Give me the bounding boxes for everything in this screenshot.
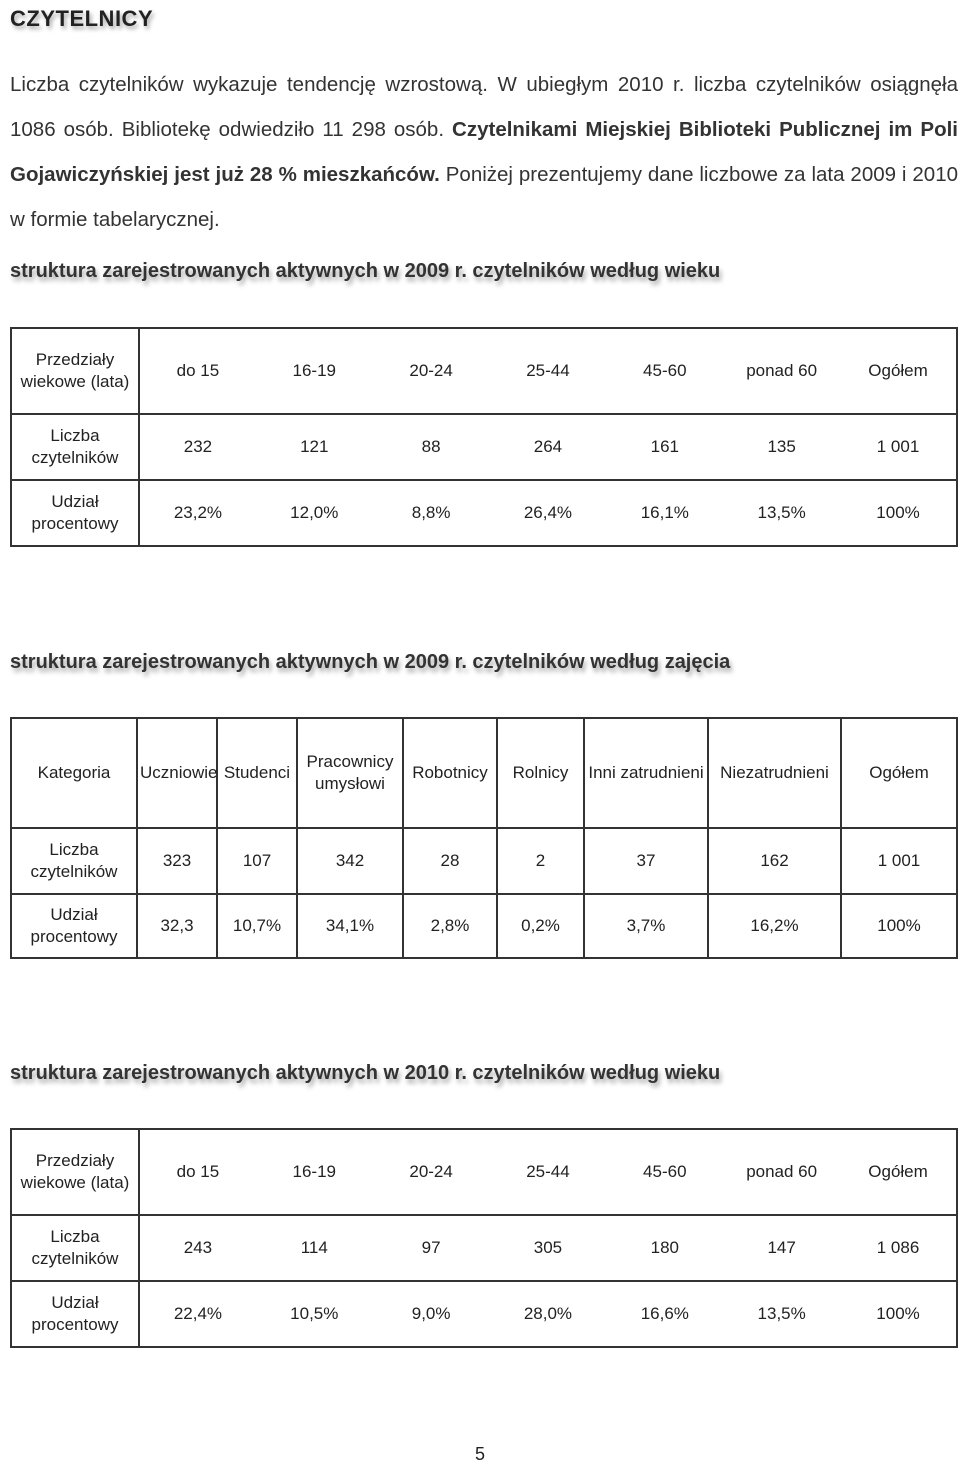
table-cell: 1 086 [840,1215,957,1281]
table-cell: 2,8% [403,894,497,958]
page-number: 5 [474,1444,485,1464]
column-header: 20-24 [373,1129,490,1215]
row-label-percent: Udział procentowy [11,894,137,958]
table-cell: 100% [840,1281,957,1347]
table-cell: 26,4% [490,480,607,546]
column-header: Inni zatrudnieni [584,718,708,828]
row-label-age-range: Przedziały wiekowe (lata) [11,328,139,414]
table-cell: 34,1% [297,894,403,958]
table-cell: 10,7% [217,894,297,958]
column-header: do 15 [139,328,256,414]
age-2010-title: struktura zarejestrowanych aktywnych w 2010 r. czytelników według wieku [10,1062,721,1084]
table-cell: 1 001 [841,828,957,894]
table-row [11,480,957,546]
table-row [11,1281,957,1347]
column-header: Ogółem [840,1129,957,1215]
column-header: Niezatrudnieni [708,718,841,828]
table-cell: 22,4% [139,1281,256,1347]
table-row [11,414,957,480]
table-cell: 28,0% [490,1281,607,1347]
column-header: 16-19 [256,328,373,414]
occupation-2009-title: struktura zarejestrowanych aktywnych w 2009 r. czytelników według zajęcia [10,651,731,673]
table-cell: 121 [256,414,373,480]
table-cell: 9,0% [373,1281,490,1347]
table-cell: 243 [139,1215,256,1281]
table-row [11,1215,957,1281]
table-cell: 100% [840,480,957,546]
table-cell: 32,3 [137,894,217,958]
column-header: Pracownicy umysłowi [297,718,403,828]
column-header: Studenci [217,718,297,828]
table-cell: 16,6% [606,1281,723,1347]
column-header: ponad 60 [723,1129,840,1215]
table-cell: 107 [217,828,297,894]
table-cell: 3,7% [584,894,708,958]
table-cell: 16,2% [708,894,841,958]
table-cell: 264 [490,414,607,480]
table-cell: 342 [297,828,403,894]
table-cell: 16,1% [606,480,723,546]
table-cell: 13,5% [723,1281,840,1347]
table-cell: 232 [139,414,256,480]
column-header: Ogółem [840,328,957,414]
column-header: Robotnicy [403,718,497,828]
row-label-percent: Udział procentowy [11,480,139,546]
age-2009-title: struktura zarejestrowanych aktywnych w 2009 r. czytelników według wieku [10,260,721,282]
table-header-row [11,718,957,828]
table-cell: 23,2% [139,480,256,546]
page-heading: CZYTELNICY [10,6,154,31]
intro-text-2: Poniżej prezentujemy dane liczbowe za lata 2009 i 2010 w formie tabelarycznej. [10,163,958,231]
intro-bold-text: Czytelnikami Miejskiej Biblioteki Publicznej im Poli Gojawiczyńskiej jest już 28 % mieszkańców. [10,118,958,186]
table-cell: 135 [723,414,840,480]
column-header: ponad 60 [723,328,840,414]
table-cell: 100% [841,894,957,958]
table-cell: 114 [256,1215,373,1281]
table-cell: 10,5% [256,1281,373,1347]
table-cell: 1 001 [840,414,957,480]
row-label-count: Liczba czytelników [11,414,139,480]
intro-paragraph [10,62,958,242]
age-2009-table [10,327,958,547]
table-cell: 13,5% [723,480,840,546]
occupation-2009-table [10,717,958,959]
table-cell: 37 [584,828,708,894]
column-header: 16-19 [256,1129,373,1215]
table-row [11,894,957,958]
table-cell: 0,2% [497,894,584,958]
age-2010-table [10,1128,958,1348]
column-header: 20-24 [373,328,490,414]
column-header: Uczniowie [137,718,217,828]
column-header: Ogółem [841,718,957,828]
table-header-row [11,328,957,414]
row-label-age-range: Przedziały wiekowe (lata) [11,1129,139,1215]
row-label-count: Liczba czytelników [11,828,137,894]
column-header: 45-60 [606,1129,723,1215]
row-label-count: Liczba czytelników [11,1215,139,1281]
column-header: 25-44 [490,1129,607,1215]
table-cell: 88 [373,414,490,480]
table-cell: 2 [497,828,584,894]
table-cell: 323 [137,828,217,894]
column-header: Rolnicy [497,718,584,828]
row-label-category: Kategoria [11,718,137,828]
table-header-row [11,1129,957,1215]
table-cell: 12,0% [256,480,373,546]
table-cell: 180 [606,1215,723,1281]
column-header: 45-60 [606,328,723,414]
column-header: 25-44 [490,328,607,414]
table-cell: 162 [708,828,841,894]
intro-text-1: Liczba czytelników wykazuje tendencję wzrostową. W ubiegłym 2010 r. liczba czytelników osiągnęła 1086 osób. Bibliotekę odwiedziło 11 298 osób. [10,73,958,141]
column-header: do 15 [139,1129,256,1215]
row-label-percent: Udział procentowy [11,1281,139,1347]
table-row [11,828,957,894]
table-cell: 305 [490,1215,607,1281]
table-cell: 161 [606,414,723,480]
table-cell: 147 [723,1215,840,1281]
table-cell: 28 [403,828,497,894]
table-cell: 97 [373,1215,490,1281]
table-cell: 8,8% [373,480,490,546]
